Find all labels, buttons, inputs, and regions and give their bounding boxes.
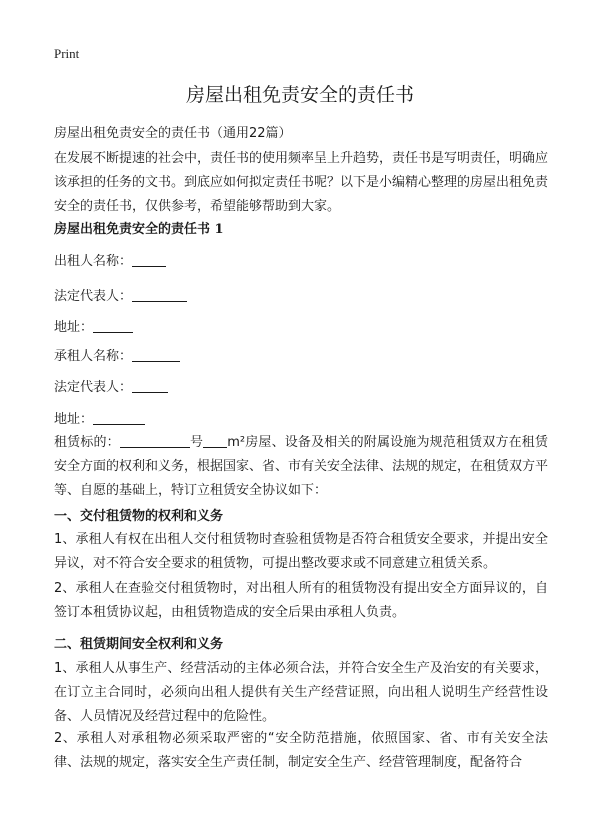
blank-line [93,320,133,333]
blank-line [132,349,180,362]
field-label: 承租人名称： [54,349,133,364]
lease-object-paragraph [54,431,548,503]
field-label: 法定代表人： [54,380,133,395]
clause-2-2: 2、承租人对承租物必须采取严密的“安全防范措施，依照国家、省、市有关安全法律、法规的规定，落实安全生产责任制，制定安全生产、经营管理制度，配备符合 [54,731,548,770]
page-title: 房屋出租免责安全的责任书 [185,84,414,106]
print-link[interactable]: Print [54,46,80,61]
blank-line [120,435,190,448]
section-heading-1: 房屋出租免责安全的责任书 1 [54,222,224,237]
field-lessor-address [54,316,133,335]
field-lessor-name [54,250,166,269]
section-heading-one: 一、交付租赁物的权利和义务 [54,509,224,524]
blank-line [203,435,227,448]
field-label: 法定代表人： [54,289,133,304]
clause-1-2: 2、承租人在查验交付租赁物时，对出租人所有的租赁物没有提出安全方面异议的，自签订本租赁协议起，由租赁物造成的安全后果由承租人负责。 [54,581,548,620]
intro-paragraph: 在发展不断提速的社会中，责任书的使用频率呈上升趋势，责任书是写明责任，明确应该承担的任务的文书。到底应如何拟定责任书呢？以下是小编精心整理的房屋出租免责安全的责任书，仅供参考，希望能够帮助到大家。 [54,151,549,214]
field-label: 出租人名称： [54,254,133,269]
field-lessee-address [54,408,145,427]
field-lessor-rep [54,285,187,304]
field-lessee-name [54,345,180,364]
blank-line [132,380,168,393]
clause-2-1: 1、承租人从事生产、经营活动的主体必须合法，并符合安全生产及治安的有关要求，在订立主合同时，必须向出租人提供有关生产经营证照，向出租人说明生产经营性设备、人员情况及经营过程中的危险性。 [54,661,548,724]
field-lessee-rep [54,376,168,395]
blank-line [93,412,145,425]
section-heading-two: 二、租赁期间安全权利和义务 [54,637,224,652]
field-label: 地址： [54,412,94,427]
blank-line [132,289,187,302]
blank-line [132,254,166,267]
clause-1-1: 1、承租人有权在出租人交付租赁物时查验租赁物是否符合租赁安全要求，并提出安全异议，对不符合安全要求的租赁物，可提出整改要求或不同意建立租赁关系。 [54,532,548,571]
lease-object-text: m²房屋、设备及相关的附属设施为规范租赁双方在租赁安全方面的权利和义务，根据国家、省、市有关安全法律、法规的规定，在租赁双方平等、自愿的基础上，特订立租赁安全协议如下： [54,435,549,498]
document-subtitle: 房屋出租免责安全的责任书（通用22篇） [54,126,292,141]
lease-object-label: 租赁标的： [54,435,120,450]
number-label: 号 [189,435,204,450]
field-label: 地址： [54,320,94,335]
